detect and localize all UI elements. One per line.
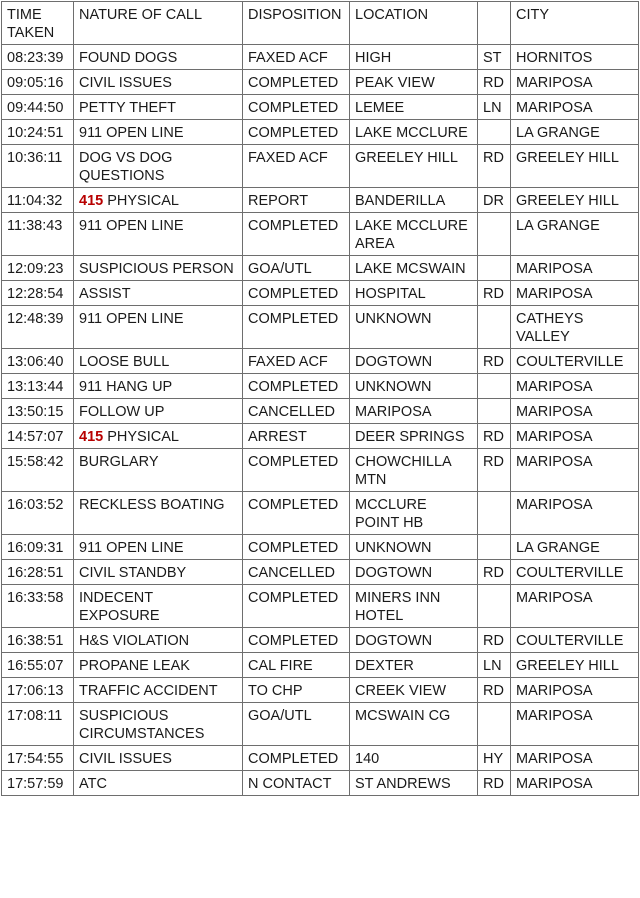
table-row [2,256,639,281]
cell-suffix: RD [478,349,511,374]
cell-nature [74,145,243,188]
table-row [2,560,639,585]
cell-disposition: COMPLETED [243,213,350,256]
cell-city: MARIPOSA [511,585,639,628]
cell-suffix [478,120,511,145]
cell-location: PEAK VIEW [350,70,478,95]
cell-nature [74,281,243,306]
cell-time: 17:54:55 [2,746,74,771]
cell-time: 12:28:54 [2,281,74,306]
col-header-time: TIME TAKEN [2,2,74,45]
cell-suffix [478,492,511,535]
cell-nature [74,45,243,70]
cell-location: MINERS INN HOTEL [350,585,478,628]
cell-nature [74,703,243,746]
cell-time: 13:13:44 [2,374,74,399]
cell-time: 15:58:42 [2,449,74,492]
cell-nature [74,95,243,120]
nature-text: FOLLOW UP [79,404,165,420]
cell-suffix [478,399,511,424]
cell-time: 16:03:52 [2,492,74,535]
cell-nature [74,399,243,424]
cell-disposition: CAL FIRE [243,653,350,678]
cell-time: 12:48:39 [2,306,74,349]
col-header-location: LOCATION [350,2,478,45]
nature-text: CIVIL ISSUES [79,75,172,91]
cell-city: COULTERVILLE [511,628,639,653]
cell-disposition: COMPLETED [243,535,350,560]
nature-text: PHYSICAL [103,429,179,445]
cell-disposition: COMPLETED [243,746,350,771]
cell-suffix: RD [478,424,511,449]
nature-text: SUSPICIOUS PERSON [79,261,234,277]
table-row [2,306,639,349]
cell-disposition: COMPLETED [243,281,350,306]
table-row [2,771,639,796]
cell-nature [74,256,243,281]
cell-location: UNKNOWN [350,306,478,349]
cell-city: LA GRANGE [511,213,639,256]
cell-time: 09:44:50 [2,95,74,120]
cell-nature [74,70,243,95]
table-row [2,213,639,256]
cell-location: GREELEY HILL [350,145,478,188]
cell-suffix [478,213,511,256]
cell-disposition: TO CHP [243,678,350,703]
cell-suffix: RD [478,771,511,796]
nature-text: DOG VS DOG QUESTIONS [79,150,173,184]
cell-disposition: COMPLETED [243,120,350,145]
cell-city: GREELEY HILL [511,188,639,213]
cell-disposition: COMPLETED [243,449,350,492]
table-row [2,746,639,771]
cell-suffix: RD [478,145,511,188]
cell-city: MARIPOSA [511,424,639,449]
nature-text: PROPANE LEAK [79,658,190,674]
col-header-city: CITY [511,2,639,45]
nature-text: CIVIL STANDBY [79,565,187,581]
table-row [2,653,639,678]
table-row [2,45,639,70]
cell-nature [74,213,243,256]
cell-nature [74,678,243,703]
nature-text: 911 OPEN LINE [79,311,184,327]
cell-location: HOSPITAL [350,281,478,306]
cell-city: GREELEY HILL [511,145,639,188]
table-row [2,281,639,306]
cell-suffix [478,585,511,628]
cell-time: 14:57:07 [2,424,74,449]
cell-time: 08:23:39 [2,45,74,70]
cell-disposition: COMPLETED [243,628,350,653]
cell-nature [74,771,243,796]
col-header-suffix [478,2,511,45]
cell-city: MARIPOSA [511,449,639,492]
cell-location: DEXTER [350,653,478,678]
nature-text: PHYSICAL [103,193,179,209]
cell-disposition: COMPLETED [243,70,350,95]
nature-text: BURGLARY [79,454,159,470]
cell-suffix [478,306,511,349]
cell-location: MCCLURE POINT HB [350,492,478,535]
cell-time: 11:38:43 [2,213,74,256]
table-row [2,95,639,120]
cell-time: 16:28:51 [2,560,74,585]
nature-text: CIVIL ISSUES [79,751,172,767]
cell-suffix: RD [478,678,511,703]
nature-text: SUSPICIOUS CIRCUMSTANCES [79,708,205,742]
cell-city: MARIPOSA [511,746,639,771]
cell-location: LAKE MCCLURE AREA [350,213,478,256]
cell-disposition: CANCELLED [243,399,350,424]
cell-location: ST ANDREWS [350,771,478,796]
cell-suffix: HY [478,746,511,771]
nature-text: 911 OPEN LINE [79,125,184,141]
cell-nature [74,449,243,492]
cell-location: UNKNOWN [350,535,478,560]
cell-disposition: N CONTACT [243,771,350,796]
cell-city: MARIPOSA [511,70,639,95]
cell-disposition: FAXED ACF [243,349,350,374]
cell-time: 10:24:51 [2,120,74,145]
cell-time: 17:08:11 [2,703,74,746]
table-row [2,628,639,653]
cell-suffix: RD [478,281,511,306]
cell-city: CATHEYS VALLEY [511,306,639,349]
cell-location: BANDERILLA [350,188,478,213]
cell-location: DOGTOWN [350,349,478,374]
cell-disposition: COMPLETED [243,374,350,399]
cell-suffix: LN [478,653,511,678]
cell-location: UNKNOWN [350,374,478,399]
cell-suffix: RD [478,628,511,653]
cell-time: 13:06:40 [2,349,74,374]
nature-text: 911 OPEN LINE [79,540,184,556]
nature-text: 911 HANG UP [79,379,173,395]
table-row [2,145,639,188]
table-row [2,678,639,703]
cell-nature [74,653,243,678]
cell-time: 09:05:16 [2,70,74,95]
cell-nature [74,188,243,213]
cell-disposition: GOA/UTL [243,256,350,281]
cell-suffix [478,703,511,746]
cell-city: COULTERVILLE [511,560,639,585]
cell-time: 10:36:11 [2,145,74,188]
cell-nature [74,424,243,449]
cell-time: 16:09:31 [2,535,74,560]
cell-disposition: COMPLETED [243,95,350,120]
cell-disposition: COMPLETED [243,306,350,349]
incident-code: 415 [79,193,104,209]
header-row [2,2,639,45]
cell-time: 16:33:58 [2,585,74,628]
cell-city: MARIPOSA [511,95,639,120]
cell-nature [74,535,243,560]
cell-disposition: ARREST [243,424,350,449]
cell-suffix: RD [478,449,511,492]
cell-location: DOGTOWN [350,628,478,653]
cell-time: 17:06:13 [2,678,74,703]
cell-location: HIGH [350,45,478,70]
cell-disposition: FAXED ACF [243,45,350,70]
nature-text: TRAFFIC ACCIDENT [79,683,218,699]
cell-nature [74,492,243,535]
cell-disposition: CANCELLED [243,560,350,585]
cell-disposition: COMPLETED [243,585,350,628]
cell-disposition: REPORT [243,188,350,213]
incident-code: 415 [79,429,104,445]
cell-city: MARIPOSA [511,374,639,399]
cell-nature [74,746,243,771]
cell-disposition: FAXED ACF [243,145,350,188]
cell-city: MARIPOSA [511,281,639,306]
cell-disposition: COMPLETED [243,492,350,535]
table-row [2,70,639,95]
cell-city: LA GRANGE [511,535,639,560]
nature-text: H&S VIOLATION [79,633,190,649]
table-row [2,374,639,399]
table-row [2,349,639,374]
table-row [2,120,639,145]
cell-location: CHOWCHILLA MTN [350,449,478,492]
cell-suffix [478,535,511,560]
table-row [2,424,639,449]
cell-nature [74,306,243,349]
cell-time: 12:09:23 [2,256,74,281]
cell-time: 13:50:15 [2,399,74,424]
cell-nature [74,560,243,585]
cell-suffix: ST [478,45,511,70]
cell-time: 16:55:07 [2,653,74,678]
cell-city: MARIPOSA [511,256,639,281]
table-row [2,449,639,492]
cell-city: MARIPOSA [511,399,639,424]
cell-suffix [478,374,511,399]
cell-time: 11:04:32 [2,188,74,213]
cell-location: 140 [350,746,478,771]
table-row [2,188,639,213]
col-header-nature: NATURE OF CALL [74,2,243,45]
table-row [2,399,639,424]
cell-suffix: RD [478,70,511,95]
cell-location: LEMEE [350,95,478,120]
table-row [2,535,639,560]
call-log-table [1,1,639,796]
cell-location: DEER SPRINGS [350,424,478,449]
cell-suffix: LN [478,95,511,120]
cell-nature [74,120,243,145]
cell-city: GREELEY HILL [511,653,639,678]
cell-time: 17:57:59 [2,771,74,796]
cell-city: LA GRANGE [511,120,639,145]
cell-nature [74,585,243,628]
nature-text: RECKLESS BOATING [79,497,225,513]
cell-city: MARIPOSA [511,703,639,746]
cell-disposition: GOA/UTL [243,703,350,746]
cell-city: MARIPOSA [511,492,639,535]
cell-suffix: DR [478,188,511,213]
cell-city: COULTERVILLE [511,349,639,374]
cell-location: CREEK VIEW [350,678,478,703]
cell-location: MARIPOSA [350,399,478,424]
cell-time: 16:38:51 [2,628,74,653]
nature-text: ATC [79,776,107,792]
cell-city: MARIPOSA [511,678,639,703]
cell-nature [74,374,243,399]
cell-city: HORNITOS [511,45,639,70]
nature-text: ASSIST [79,286,131,302]
table-row [2,492,639,535]
nature-text: FOUND DOGS [79,50,178,66]
nature-text: PETTY THEFT [79,100,176,116]
cell-city: MARIPOSA [511,771,639,796]
cell-location: LAKE MCCLURE [350,120,478,145]
cell-nature [74,628,243,653]
cell-location: MCSWAIN CG [350,703,478,746]
table-row [2,703,639,746]
cell-nature [74,349,243,374]
nature-text: 911 OPEN LINE [79,218,184,234]
cell-suffix [478,256,511,281]
nature-text: INDECENT EXPOSURE [79,590,160,624]
call-log-body [2,45,639,796]
cell-location: LAKE MCSWAIN [350,256,478,281]
cell-location: DOGTOWN [350,560,478,585]
table-row [2,585,639,628]
col-header-disposition: DISPOSITION [243,2,350,45]
cell-suffix: RD [478,560,511,585]
nature-text: LOOSE BULL [79,354,170,370]
